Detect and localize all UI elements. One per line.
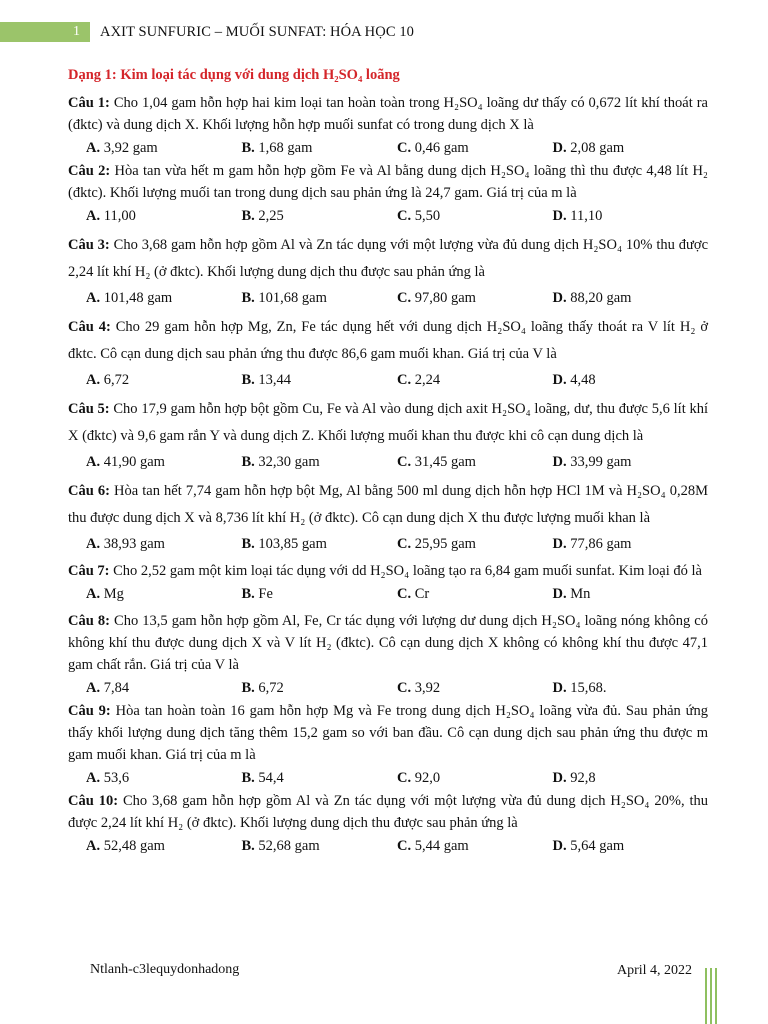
- option-b: [242, 370, 398, 390]
- option-a: [86, 452, 242, 472]
- option-value: 77,86 gam: [570, 536, 632, 552]
- answer-options: [68, 370, 708, 390]
- option-a: [86, 534, 242, 554]
- option-value: Mn: [570, 586, 591, 602]
- option-b: [242, 206, 398, 226]
- option-c: [397, 534, 553, 554]
- page-header: [0, 22, 768, 42]
- question-text: [68, 232, 708, 286]
- question-label: Câu 1:: [68, 95, 110, 111]
- option-a: [86, 768, 242, 788]
- option-value: 15,68.: [570, 680, 607, 696]
- question-text: [68, 396, 708, 450]
- option-letter: A.: [86, 208, 101, 224]
- answer-options: [68, 534, 708, 554]
- question-body: Cho 17,9 gam hỗn hợp bột gồm Cu, Fe và Al vào dung dịch axit H₂SO₄ loãng, dư, thu được 5,6 lít khí X (đktc) và 9,6 gam rắn Y và dung dịch Z. Khối lượng muối khan thu được khi cô cạn dung dịch là: [68, 401, 709, 444]
- page-number-tab: [0, 22, 90, 42]
- option-value: 1,68 gam: [258, 140, 313, 156]
- footer-date: April 4, 2022: [617, 963, 693, 978]
- option-letter: B.: [241, 680, 255, 696]
- option-letter: A.: [86, 454, 101, 470]
- question-label: Câu 6:: [68, 483, 110, 499]
- header-title: AXIT SUNFURIC – MUỐI SUNFAT: HÓA HỌC 10: [100, 24, 415, 40]
- option-value: Cr: [414, 586, 430, 602]
- option-d: [553, 768, 709, 788]
- option-value: 2,08 gam: [570, 140, 625, 156]
- option-letter: C.: [397, 770, 412, 786]
- option-d: [553, 206, 709, 226]
- option-c: [397, 452, 553, 472]
- question-label: Câu 8:: [68, 613, 110, 629]
- question-text: [68, 478, 708, 532]
- option-letter: A.: [86, 586, 101, 602]
- option-value: 92,0: [414, 770, 441, 786]
- question-7: [68, 560, 708, 604]
- question-body: Hòa tan vừa hết m gam hỗn hợp gồm Fe và Al bằng dung dịch H₂SO₄ loãng thì thu được 4,48 lít H₂ (đktc). Khối lượng muối tan trong dung dịch sau phản ứng là 24,7 gam. Giá trị của m là: [68, 163, 708, 201]
- question-1: [68, 92, 708, 158]
- option-c: [397, 768, 553, 788]
- option-letter: C.: [397, 372, 412, 388]
- page-number: 1: [73, 24, 80, 39]
- option-a: [86, 288, 242, 308]
- question-label: Câu 3:: [68, 237, 110, 253]
- option-c: [397, 370, 553, 390]
- section-title: Dạng 1: Kim loại tác dụng với dung dịch H₂SO₄ loãng: [68, 67, 400, 83]
- option-value: 41,90 gam: [103, 454, 165, 470]
- option-value: 7,84: [103, 680, 130, 696]
- option-b: [242, 288, 398, 308]
- answer-options: [68, 836, 708, 856]
- question-text: [68, 790, 708, 834]
- footer-decoration-line: [705, 968, 707, 1024]
- option-letter: D.: [552, 536, 567, 552]
- question-text: [68, 160, 708, 204]
- question-body: Cho 1,04 gam hỗn hợp hai kim loại tan hoàn toàn trong H₂SO₄ loãng dư thấy có 0,672 lít khí thoát ra (đktc) và dung dịch X. Khối lượng hỗn hợp muối sunfat có trong dung dịch X là: [68, 95, 708, 133]
- option-letter: B.: [241, 586, 255, 602]
- option-letter: D.: [552, 680, 567, 696]
- option-b: [242, 768, 398, 788]
- option-d: [553, 678, 709, 698]
- question-text: [68, 610, 708, 676]
- option-value: 11,10: [570, 208, 603, 224]
- option-letter: A.: [86, 536, 101, 552]
- option-c: [397, 584, 553, 604]
- question-text: [68, 700, 708, 766]
- option-a: [86, 138, 242, 158]
- question-text: [68, 560, 708, 582]
- option-a: [86, 206, 242, 226]
- option-letter: B.: [241, 536, 255, 552]
- option-value: 38,93 gam: [103, 536, 165, 552]
- option-b: [242, 534, 398, 554]
- answer-options: [68, 678, 708, 698]
- option-value: 88,20 gam: [570, 290, 632, 306]
- option-letter: D.: [552, 838, 567, 854]
- question-body: Cho 3,68 gam hỗn hợp gồm Al và Zn tác dụng với một lượng vừa đủ dung dịch H₂SO₄ 10% thu được 2,24 lít khí H₂ (ở đktc). Khối lượng dung dịch thu được sau phản ứng là: [68, 237, 709, 280]
- option-d: [553, 584, 709, 604]
- question-body: Hòa tan hết 7,74 gam hỗn hợp bột Mg, Al bằng 500 ml dung dịch hỗn hợp HCl 1M và H₂SO₄ 0,28M thu được dung dịch X và 8,736 lít khí H₂ (ở đktc). Cô cạn dung dịch X thu được lượng muối khan là: [68, 483, 708, 526]
- option-letter: D.: [552, 586, 567, 602]
- question-body: Cho 13,5 gam hỗn hợp gồm Al, Fe, Cr tác dụng với lượng dư dung dịch H₂SO₄ loãng nóng không có không khí thu được dung dịch X và V lít H₂ (đktc). Cô cạn dung dịch X không có không khí thu được 47,1 gam chất rắn. Giá trị của V là: [68, 613, 708, 673]
- option-a: [86, 370, 242, 390]
- option-b: [242, 584, 398, 604]
- document-body: [68, 66, 708, 858]
- question-text: [68, 92, 708, 136]
- option-value: 5,44 gam: [414, 838, 469, 854]
- option-value: 3,92: [414, 680, 441, 696]
- option-a: [86, 836, 242, 856]
- option-b: [242, 138, 398, 158]
- option-value: 92,8: [570, 770, 596, 786]
- option-letter: C.: [397, 586, 412, 602]
- option-letter: C.: [397, 536, 412, 552]
- option-c: [397, 206, 553, 226]
- option-value: 2,24: [414, 372, 441, 388]
- option-letter: C.: [397, 290, 412, 306]
- option-letter: D.: [552, 140, 567, 156]
- option-value: 103,85 gam: [258, 536, 327, 552]
- question-body: Cho 29 gam hỗn hợp Mg, Zn, Fe tác dụng hết với dung dịch H₂SO₄ loãng thấy thoát ra V lít H₂ ở đktc. Cô cạn dung dịch sau phản ứng thu được 86,6 gam muối khan. Giá trị của V là: [68, 319, 708, 362]
- option-c: [397, 678, 553, 698]
- option-value: 25,95 gam: [414, 536, 476, 552]
- option-value: 52,68 gam: [258, 838, 320, 854]
- option-letter: B.: [241, 140, 255, 156]
- option-d: [553, 138, 709, 158]
- option-letter: C.: [397, 140, 412, 156]
- option-value: 52,48 gam: [103, 838, 165, 854]
- option-value: Mg: [103, 586, 124, 602]
- answer-options: [68, 584, 708, 604]
- option-b: [242, 452, 398, 472]
- option-letter: A.: [86, 680, 101, 696]
- question-3: [68, 232, 708, 308]
- option-value: 6,72: [103, 372, 130, 388]
- option-value: 11,00: [103, 208, 136, 224]
- question-4: [68, 314, 708, 390]
- answer-options: [68, 452, 708, 472]
- option-d: [553, 370, 709, 390]
- option-letter: A.: [86, 140, 101, 156]
- option-value: 5,50: [414, 208, 441, 224]
- option-letter: C.: [397, 838, 412, 854]
- question-body: Cho 3,68 gam hỗn hợp gồm Al và Zn tác dụng với một lượng vừa đủ dung dịch H₂SO₄ 20%, thu được 2,24 lít khí H₂ (ở đktc). Khối lượng dung dịch thu được sau phản ứng là: [68, 793, 708, 831]
- question-text: [68, 314, 708, 368]
- question-9: [68, 700, 708, 788]
- option-b: [242, 836, 398, 856]
- option-letter: A.: [86, 372, 101, 388]
- question-5: [68, 396, 708, 472]
- question-8: [68, 610, 708, 698]
- option-d: [553, 836, 709, 856]
- option-letter: D.: [552, 290, 567, 306]
- option-letter: C.: [397, 454, 412, 470]
- option-value: 101,68 gam: [258, 290, 327, 306]
- option-value: 0,46 gam: [414, 140, 469, 156]
- answer-options: [68, 138, 708, 158]
- option-letter: C.: [397, 208, 412, 224]
- option-c: [397, 138, 553, 158]
- option-value: 4,48: [570, 372, 596, 388]
- option-value: 101,48 gam: [103, 290, 173, 306]
- question-body: Cho 2,52 gam một kim loại tác dụng với dd H₂SO₄ loãng tạo ra 6,84 gam muối sunfat. Kim loại đó là: [113, 563, 702, 579]
- option-letter: A.: [86, 770, 101, 786]
- option-letter: B.: [241, 372, 255, 388]
- option-letter: B.: [241, 838, 255, 854]
- question-label: Câu 7:: [68, 563, 110, 579]
- option-value: 97,80 gam: [414, 290, 476, 306]
- option-d: [553, 534, 709, 554]
- question-2: [68, 160, 708, 226]
- question-label: Câu 4:: [68, 319, 111, 335]
- option-d: [553, 452, 709, 472]
- option-letter: A.: [86, 290, 101, 306]
- option-value: 3,92 gam: [103, 140, 158, 156]
- option-c: [397, 288, 553, 308]
- option-letter: B.: [241, 770, 255, 786]
- footer-decoration-line: [715, 968, 717, 1024]
- question-body: Hòa tan hoàn toàn 16 gam hỗn hợp Mg và Fe trong dung dịch H₂SO₄ loãng vừa đủ. Sau phản ứng thấy khối lượng dung dịch tăng thêm 15,2 gam so với ban đầu. Cô cạn dung dịch sau phản ứng thu được m gam muối khan. Giá trị của m là: [68, 703, 708, 763]
- question-label: Câu 10:: [68, 793, 119, 809]
- question-label: Câu 5:: [68, 401, 110, 417]
- question-6: [68, 478, 708, 554]
- option-value: 53,6: [103, 770, 130, 786]
- option-letter: D.: [552, 454, 567, 470]
- option-b: [242, 678, 398, 698]
- question-10: [68, 790, 708, 856]
- option-value: 33,99 gam: [570, 454, 632, 470]
- option-value: 54,4: [258, 770, 284, 786]
- option-c: [397, 836, 553, 856]
- option-letter: B.: [241, 454, 255, 470]
- option-letter: D.: [552, 770, 567, 786]
- option-value: 2,25: [258, 208, 284, 224]
- footer-author: Ntlanh-c3lequydonhadong: [90, 962, 240, 977]
- option-letter: D.: [552, 372, 567, 388]
- question-label: Câu 2:: [68, 163, 111, 179]
- option-a: [86, 678, 242, 698]
- answer-options: [68, 288, 708, 308]
- answer-options: [68, 768, 708, 788]
- option-letter: A.: [86, 838, 101, 854]
- footer-decoration-line: [710, 968, 712, 1024]
- option-letter: B.: [241, 290, 255, 306]
- option-value: 6,72: [258, 680, 284, 696]
- option-a: [86, 584, 242, 604]
- option-letter: D.: [552, 208, 567, 224]
- option-letter: B.: [241, 208, 255, 224]
- option-letter: C.: [397, 680, 412, 696]
- answer-options: [68, 206, 708, 226]
- option-value: 31,45 gam: [414, 454, 476, 470]
- option-d: [553, 288, 709, 308]
- question-label: Câu 9:: [68, 703, 111, 719]
- option-value: Fe: [258, 586, 273, 602]
- option-value: 5,64 gam: [570, 838, 625, 854]
- option-value: 13,44: [258, 372, 292, 388]
- option-value: 32,30 gam: [258, 454, 320, 470]
